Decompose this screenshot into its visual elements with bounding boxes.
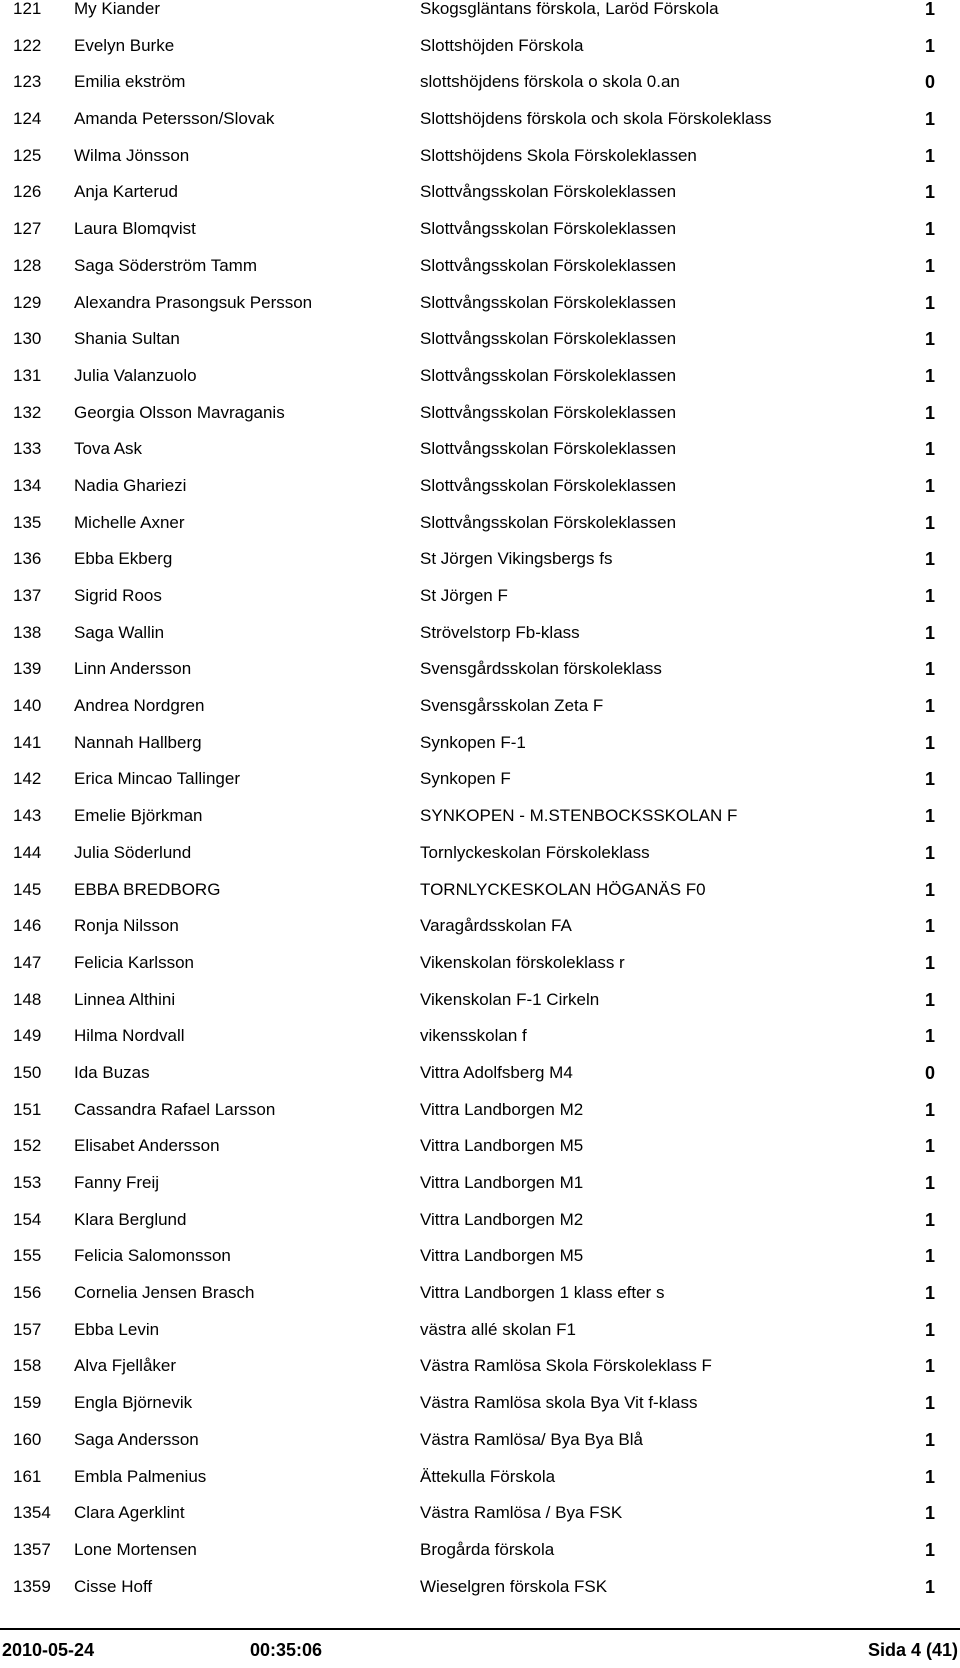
footer-date: 2010-05-24 [2, 1640, 95, 1660]
count-value: 1 [924, 1319, 935, 1340]
count-value: 1 [924, 365, 935, 386]
school-name: Slottvångsskolan Förskoleklassen [420, 475, 677, 495]
participant-name: Georgia Olsson Mavraganis [74, 402, 285, 422]
count-value: 1 [924, 732, 935, 753]
school-name: Brogårda förskola [420, 1539, 555, 1559]
school-name: Slottvångsskolan Förskoleklassen [420, 329, 677, 349]
participant-name: Alva Fjellåker [74, 1356, 177, 1376]
school-name: Strövelstorp Fb-klass [420, 622, 580, 642]
school-name: Svensgårdsskolan förskoleklass [420, 659, 662, 679]
row-number: 149 [13, 1026, 42, 1046]
participant-name: Saga Söderström Tamm [74, 255, 257, 275]
school-name: Vittra Landborgen M2 [420, 1209, 584, 1229]
table-row [0, 110, 960, 147]
school-name: Slottvångsskolan Förskoleklassen [420, 439, 677, 459]
row-number: 123 [13, 72, 42, 92]
count-value: 1 [924, 1026, 935, 1047]
participant-name: Lone Mortensen [74, 1539, 197, 1559]
table-row [0, 514, 960, 551]
row-number: 158 [13, 1356, 42, 1376]
row-number: 152 [13, 1136, 42, 1156]
row-number: 124 [13, 109, 42, 129]
school-name: vikensskolan f [420, 1026, 527, 1046]
participant-name: Saga Andersson [74, 1429, 199, 1449]
row-number: 136 [13, 549, 42, 569]
participant-name: Klara Berglund [74, 1209, 187, 1229]
participant-name: Ronja Nilsson [74, 916, 179, 936]
table-row [0, 404, 960, 441]
participant-name: Andrea Nordgren [74, 696, 205, 716]
school-name: Wieselgren förskola FSK [420, 1576, 608, 1596]
table-row [0, 660, 960, 697]
row-number: 159 [13, 1393, 42, 1413]
footer-page-number: Sida 4 (41) [867, 1640, 958, 1660]
participant-name: Hilma Nordvall [74, 1026, 185, 1046]
school-name: St Jörgen Vikingsbergs fs [420, 549, 613, 569]
row-number: 155 [13, 1246, 42, 1266]
school-name: Slottvångsskolan Förskoleklassen [420, 182, 677, 202]
row-number: 135 [13, 512, 42, 532]
school-name: Västra Ramlösa/ Bya Bya Blå [420, 1429, 643, 1449]
school-name: SYNKOPEN - M.STENBOCKSSKOLAN F [420, 806, 738, 826]
participant-name: Embla Palmenius [74, 1466, 207, 1486]
participant-name: Amanda Petersson/Slovak [74, 109, 275, 129]
count-value: 1 [924, 1576, 935, 1597]
school-name: Västra Ramlösa skola Bya Vit f-klass [420, 1393, 698, 1413]
count-value: 1 [924, 1173, 935, 1193]
count-value: 1 [924, 182, 935, 203]
count-value: 1 [924, 512, 935, 533]
school-name: västra allé skolan F1 [420, 1319, 576, 1339]
count-value: 1 [924, 952, 935, 973]
participant-name: Michelle Axner [74, 512, 185, 532]
row-number: 137 [13, 586, 42, 605]
school-name: TORNLYCKESKOLAN HÖGANÄS F0 [420, 879, 706, 899]
school-name: Slottshöjdens Skola Förskoleklassen [420, 145, 697, 165]
table-row [0, 1394, 960, 1431]
school-name: Synkopen F [420, 769, 511, 789]
participant-name: Anja Karterud [74, 182, 178, 202]
count-value: 1 [924, 989, 935, 1010]
row-number: 1354 [13, 1503, 51, 1523]
count-value: 1 [924, 916, 935, 937]
participant-name: Cassandra Rafael Larsson [74, 1099, 276, 1119]
count-value: 1 [924, 1209, 935, 1230]
participant-name: Alexandra Prasongsuk Persson [74, 292, 313, 312]
table-row [0, 1137, 960, 1174]
row-number: 154 [13, 1209, 42, 1229]
participant-name: Linn Andersson [74, 659, 192, 679]
table-row [0, 183, 960, 220]
count-value: 1 [924, 0, 935, 19]
table-row [0, 697, 960, 734]
row-number: 138 [13, 622, 42, 642]
table-row [0, 294, 960, 331]
school-name: Vittra Landborgen M5 [420, 1246, 584, 1266]
count-value: 1 [924, 1503, 935, 1524]
school-name: Slottvångsskolan Förskoleklassen [420, 292, 677, 312]
table-row [0, 1174, 960, 1211]
row-number: 141 [13, 732, 42, 752]
row-number: 148 [13, 989, 42, 1009]
count-value: 1 [924, 439, 935, 460]
table-row [0, 1468, 960, 1505]
participant-name: Evelyn Burke [74, 35, 175, 55]
count-value: 1 [924, 219, 935, 240]
table-row [0, 807, 960, 844]
school-name: Slottvångsskolan Förskoleklassen [420, 512, 677, 532]
row-number: 125 [13, 145, 42, 165]
school-name: Svensgårsskolan Zeta F [420, 696, 604, 716]
row-number: 156 [13, 1283, 42, 1303]
school-name: Varagårdsskolan FA [420, 916, 572, 936]
row-number: 142 [13, 769, 42, 789]
row-number: 130 [13, 329, 42, 349]
table-row [0, 1321, 960, 1358]
table-row [0, 440, 960, 477]
row-number: 134 [13, 475, 42, 495]
table-row [0, 477, 960, 514]
table-row [0, 1101, 960, 1138]
table-row [0, 917, 960, 954]
table-row [0, 1064, 960, 1101]
table-row [0, 37, 960, 74]
count-value: 1 [924, 549, 935, 570]
count-value: 1 [924, 475, 935, 496]
row-number: 144 [13, 842, 42, 862]
count-value: 1 [924, 1393, 935, 1414]
participant-name: My Kiander [74, 0, 160, 18]
school-name: Vittra Landborgen 1 klass efter s [420, 1283, 665, 1303]
participant-name: Julia Söderlund [74, 842, 192, 862]
row-number: 146 [13, 916, 42, 936]
school-name: Slottvångsskolan Förskoleklassen [420, 402, 677, 422]
school-name: Skogsgläntans förskola, Laröd Förskola [420, 0, 719, 18]
school-name: Västra Ramlösa Skola Förskoleklass F [420, 1356, 712, 1376]
row-number: 127 [13, 219, 42, 239]
participant-name: Engla Björnevik [74, 1393, 193, 1413]
row-number: 145 [13, 879, 42, 899]
count-value: 1 [924, 329, 935, 350]
count-value: 1 [924, 696, 935, 717]
participant-name: Felicia Karlsson [74, 952, 194, 972]
table-row [0, 881, 960, 918]
participant-name: Cornelia Jensen Brasch [74, 1283, 255, 1303]
school-name: St Jörgen F [420, 586, 508, 605]
participant-name: Tova Ask [74, 439, 143, 459]
table-row [0, 73, 960, 110]
count-value: 1 [924, 109, 935, 130]
table-row [0, 220, 960, 257]
row-number: 132 [13, 402, 42, 422]
school-name: Slottshöjden Förskola [420, 35, 584, 55]
count-value: 1 [924, 622, 935, 643]
table-row [0, 1578, 960, 1615]
school-name: Vikenskolan förskoleklass r [420, 952, 625, 972]
participant-name: Laura Blomqvist [74, 219, 196, 239]
count-value: 1 [924, 1466, 935, 1487]
row-number: 150 [13, 1062, 42, 1082]
table-row [0, 954, 960, 991]
school-name: Vittra Landborgen M1 [420, 1173, 584, 1192]
count-value: 1 [924, 586, 935, 606]
table-row [0, 0, 960, 37]
table-row [0, 1284, 960, 1321]
school-name: slottshöjdens förskola o skola 0.an [420, 72, 680, 92]
table-row [0, 330, 960, 367]
table-row [0, 734, 960, 771]
participant-name: Nannah Hallberg [74, 732, 202, 752]
table-row [0, 1247, 960, 1284]
participant-name: Shania Sultan [74, 329, 180, 349]
school-name: Vittra Landborgen M5 [420, 1136, 584, 1156]
count-value: 1 [924, 659, 935, 680]
school-name: Vittra Landborgen M2 [420, 1099, 584, 1119]
row-number: 121 [13, 0, 42, 18]
table-row [0, 991, 960, 1028]
participant-name: Julia Valanzuolo [74, 365, 197, 385]
row-number: 133 [13, 439, 42, 459]
school-name: Ättekulla Förskola [420, 1466, 556, 1486]
count-value: 1 [924, 842, 935, 863]
count-value: 1 [924, 145, 935, 166]
school-name: Vikenskolan F-1 Cirkeln [420, 989, 600, 1009]
row-number: 122 [13, 35, 42, 55]
participant-name: EBBA BREDBORG [74, 879, 221, 899]
participant-name: Ebba Ekberg [74, 549, 173, 569]
participant-name: Erica Mincao Tallinger [74, 769, 240, 789]
count-value: 1 [924, 1429, 935, 1450]
count-value: 1 [924, 402, 935, 423]
row-number: 161 [13, 1466, 42, 1486]
table-row [0, 1541, 960, 1578]
table-row [0, 257, 960, 294]
count-value: 1 [924, 35, 935, 56]
participant-name: Emilia ekström [74, 72, 186, 92]
row-number: 151 [13, 1099, 42, 1119]
count-value: 1 [924, 292, 935, 313]
count-value: 1 [924, 1539, 935, 1560]
school-name: Synkopen F-1 [420, 732, 526, 752]
participant-name: Emelie Björkman [74, 806, 203, 826]
participant-name: Elisabet Andersson [74, 1136, 220, 1156]
row-number: 128 [13, 255, 42, 275]
footer-divider [0, 1628, 960, 1630]
school-name: Slottshöjdens förskola och skola Förskoleklass [420, 109, 772, 129]
count-value: 1 [924, 806, 935, 827]
count-value: 1 [924, 255, 935, 276]
school-name: Västra Ramlösa / Bya FSK [420, 1503, 623, 1523]
table-row [0, 550, 960, 587]
count-value: 1 [924, 1246, 935, 1267]
row-number: 147 [13, 952, 42, 972]
count-value: 1 [924, 1099, 935, 1120]
table-row [0, 770, 960, 807]
row-number: 131 [13, 365, 42, 385]
table-row [0, 367, 960, 404]
footer-time: 00:35:06 [250, 1640, 323, 1660]
row-number: 143 [13, 806, 42, 826]
count-value: 1 [924, 879, 935, 900]
table-row [0, 1211, 960, 1248]
row-number: 160 [13, 1429, 42, 1449]
row-number: 140 [13, 696, 42, 716]
count-value: 1 [924, 1136, 935, 1157]
table-row [0, 624, 960, 661]
participant-name: Ida Buzas [74, 1062, 150, 1082]
participant-name: Wilma Jönsson [74, 145, 190, 165]
school-name: Tornlyckeskolan Förskoleklass [420, 842, 650, 862]
participant-name: Sigrid Roos [74, 586, 162, 605]
school-name: Vittra Adolfsberg M4 [420, 1062, 573, 1082]
row-number: 139 [13, 659, 42, 679]
participant-name: Cisse Hoff [74, 1576, 153, 1596]
table-row [0, 1027, 960, 1064]
participant-name: Clara Agerklint [74, 1503, 185, 1523]
school-name: Slottvångsskolan Förskoleklassen [420, 219, 677, 239]
row-number: 1359 [13, 1576, 51, 1596]
participant-name: Fanny Freij [74, 1173, 160, 1192]
row-number: 153 [13, 1173, 42, 1192]
table-row [0, 1357, 960, 1394]
participant-name: Saga Wallin [74, 622, 165, 642]
table-row [0, 844, 960, 881]
table-row [0, 147, 960, 184]
row-number: 1357 [13, 1539, 51, 1559]
participant-name: Ebba Levin [74, 1319, 160, 1339]
count-value: 1 [924, 1283, 935, 1304]
table-row [0, 1504, 960, 1541]
participant-name: Linnea Althini [74, 989, 176, 1009]
participant-name: Nadia Ghariezi [74, 475, 187, 495]
school-name: Slottvångsskolan Förskoleklassen [420, 255, 677, 275]
count-value: 0 [924, 1062, 935, 1083]
table-row [0, 587, 960, 624]
count-value: 1 [924, 1356, 935, 1377]
school-name: Slottvångsskolan Förskoleklassen [420, 365, 677, 385]
count-value: 1 [924, 769, 935, 790]
count-value: 0 [924, 72, 935, 93]
table-row [0, 1431, 960, 1468]
row-number: 126 [13, 182, 42, 202]
participant-name: Felicia Salomonsson [74, 1246, 231, 1266]
row-number: 157 [13, 1319, 42, 1339]
row-number: 129 [13, 292, 42, 312]
